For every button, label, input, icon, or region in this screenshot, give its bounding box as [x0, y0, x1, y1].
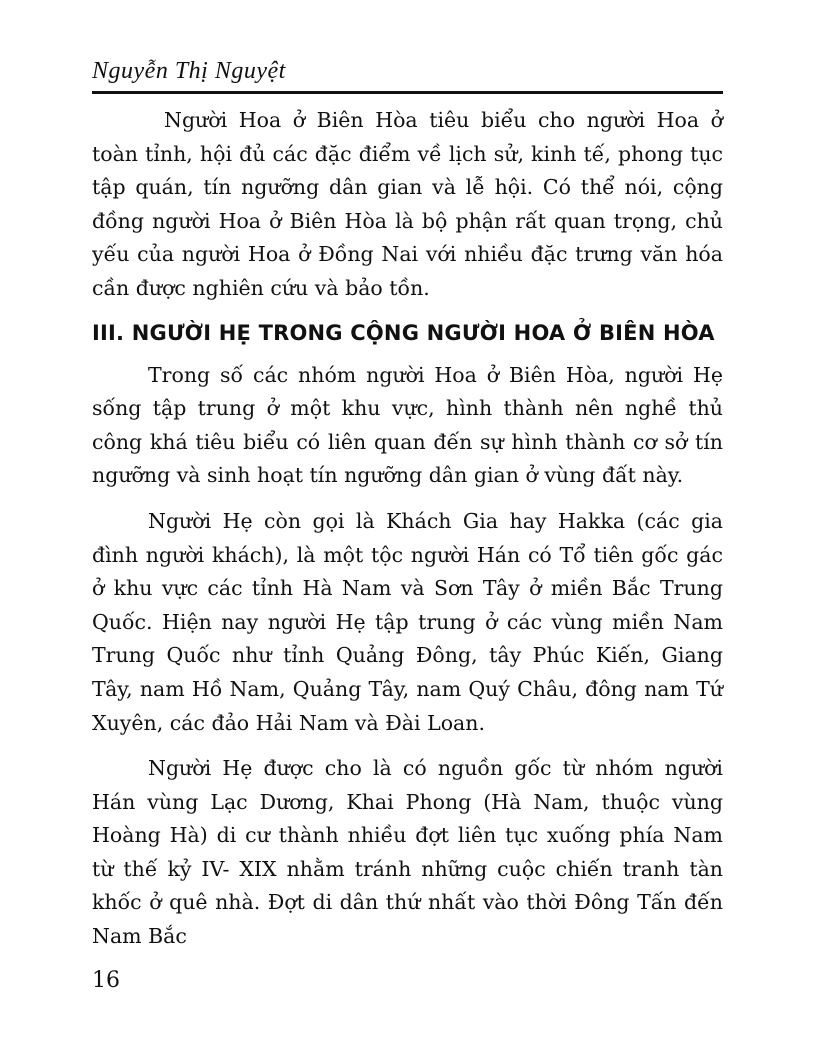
body-paragraph-3: Người Hẹ được cho là có nguồn gốc từ nhóm người Hán vùng Lạc Dương, Khai Phong (Hà Nam, thuộc vùng Hoàng Hà) di cư thành nhiều đợt liên tục xuống phía Nam từ thế kỷ IV- XIX nhằm tránh những cuộc chiến tranh tàn khốc ở quê nhà. Đợt di dân thứ nhất vào thời Đông Tấn đến Nam Bắc — [92, 756, 723, 949]
body-paragraph-1: Trong số các nhóm người Hoa ở Biên Hòa, người Hẹ sống tập trung ở một khu vực, hình thành nên nghề thủ công khá tiêu biểu có liên quan đến sự hình thành cơ sở tín ngưỡng và sinh hoạt tín ngưỡng dân gian ở vùng đất này. — [92, 362, 723, 488]
running-head-title: Nguyễn Thị Nguyệt — [92, 58, 286, 84]
intro-paragraph: Người Hoa ở Biên Hòa tiêu biểu cho người Hoa ở toàn tỉnh, hội đủ các đặc điểm về lịch sử, kinh tế, phong tục tập quán, tín ngưỡng dân gian và lễ hội. Có thể nói, cộng đồng người Hoa ở Biên Hòa là bộ phận rất quan trọng, chủ yếu của người Hoa ở Đồng Nai với nhiều đặc trưng văn hóa cần được nghiên cứu và bảo tồn. — [92, 108, 723, 300]
header-rule — [92, 91, 723, 94]
page-body — [92, 104, 723, 954]
body-paragraph-2: Người Hẹ còn gọi là Khách Gia hay Hakka (các gia đình người khách), là một tộc người Hán có Tổ tiên gốc gác ở khu vực các tỉnh Hà Nam và Sơn Tây ở miền Bắc Trung Quốc. Hiện nay người Hẹ tập trung ở các vùng miền Nam Trung Quốc như tỉnh Quảng Đông, tây Phúc Kiến, Giang Tây, nam Hồ Nam, Quảng Tây, nam Quý Châu, đông nam Tứ Xuyên, các đảo Hải Nam và Đài Loan. — [92, 508, 723, 735]
page-number: 16 — [92, 968, 120, 993]
section-heading: III. NGƯỜI HẸ TRONG CỘNG NGƯỜI HOA Ở BIÊN HÒA — [92, 320, 715, 345]
